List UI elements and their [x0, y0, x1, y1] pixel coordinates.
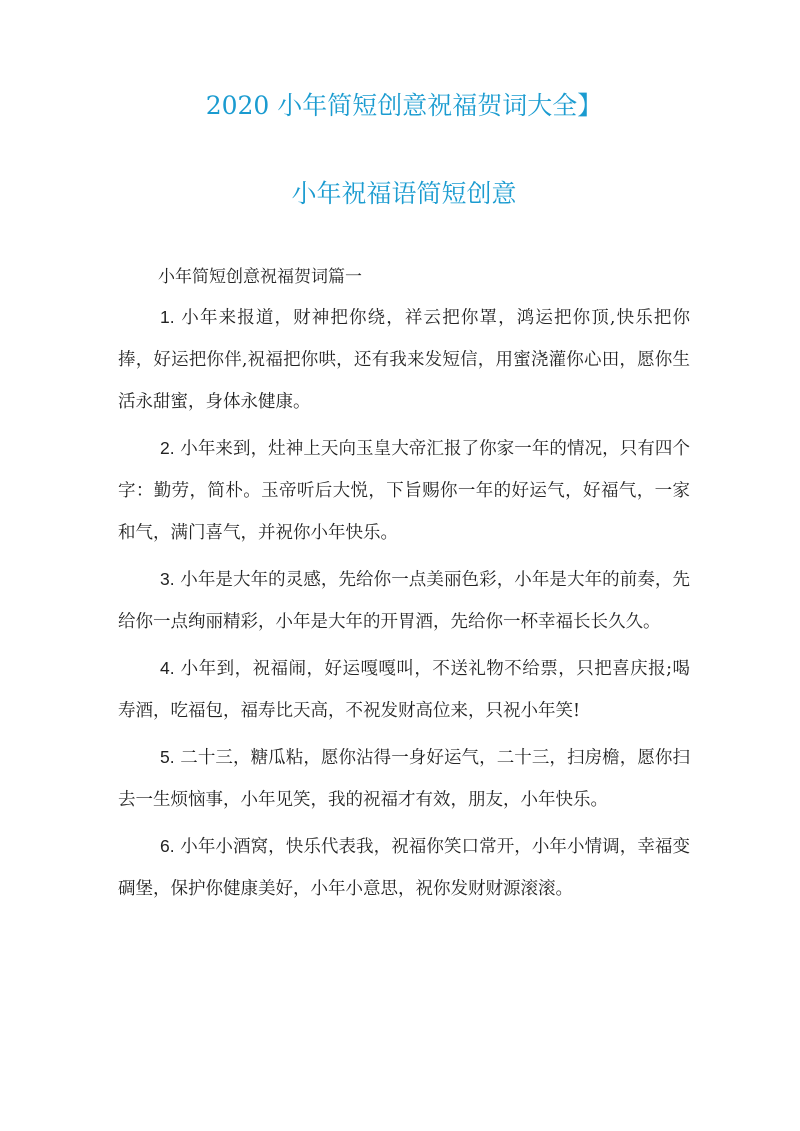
paragraph-number: 1. [160, 307, 175, 327]
paragraph-2 [118, 427, 690, 554]
paragraph-text: 小年到，祝福闹，好运嘎嘎叫，不送礼物不给票，只把喜庆报;喝寿酒，吃福包，福寿比天高，不祝发财高位来，只祝小年笑! [118, 659, 690, 721]
paragraph-number: 3. [160, 569, 175, 589]
paragraph-text: 小年是大年的灵感，先给你一点美丽色彩，小年是大年的前奏，先给你一点绚丽精彩，小年是大年的开胃酒，先给你一杯幸福长长久久。 [118, 570, 690, 632]
paragraph-text: 小年来报道，财神把你绕，祥云把你罩，鸿运把你顶,快乐把你捧，好运把你伴,祝福把你哄，还有我来发短信，用蜜浇灌你心田，愿你生活永甜蜜，身体永健康。 [118, 308, 690, 412]
paragraph-text: 小年来到，灶神上天向玉皇大帝汇报了你家一年的情况，只有四个字：勤劳，简朴。玉帝听后大悦，下旨赐你一年的好运气，好福气，一家和气，满门喜气，并祝你小年快乐。 [118, 439, 690, 543]
paragraph-3 [118, 558, 690, 643]
paragraph-number: 6. [160, 836, 175, 856]
paragraph-5 [118, 736, 690, 821]
paragraph-text: 二十三，糖瓜粘，愿你沾得一身好运气，二十三，扫房檐，愿你扫去一生烦恼事，小年见笑，我的祝福才有效，朋友，小年快乐。 [118, 748, 690, 810]
section-heading: 小年简短创意祝福贺词篇一 [158, 267, 362, 287]
page-subtitle: 小年祝福语简短创意 [291, 179, 517, 208]
paragraph-number: 4. [160, 658, 175, 678]
paragraph-4 [118, 647, 690, 732]
paragraph-number: 2. [160, 438, 175, 458]
paragraph-text: 小年小酒窝，快乐代表我，祝福你笑口常开，小年小情调，幸福变碉堡，保护你健康美好，小年小意思，祝你发财财源滚滚。 [118, 837, 690, 899]
page-title: 2020 小年简短创意祝福贺词大全】 [205, 91, 603, 120]
paragraph-number: 5. [160, 747, 175, 767]
paragraph-6 [118, 825, 690, 910]
paragraph-1 [118, 296, 690, 423]
